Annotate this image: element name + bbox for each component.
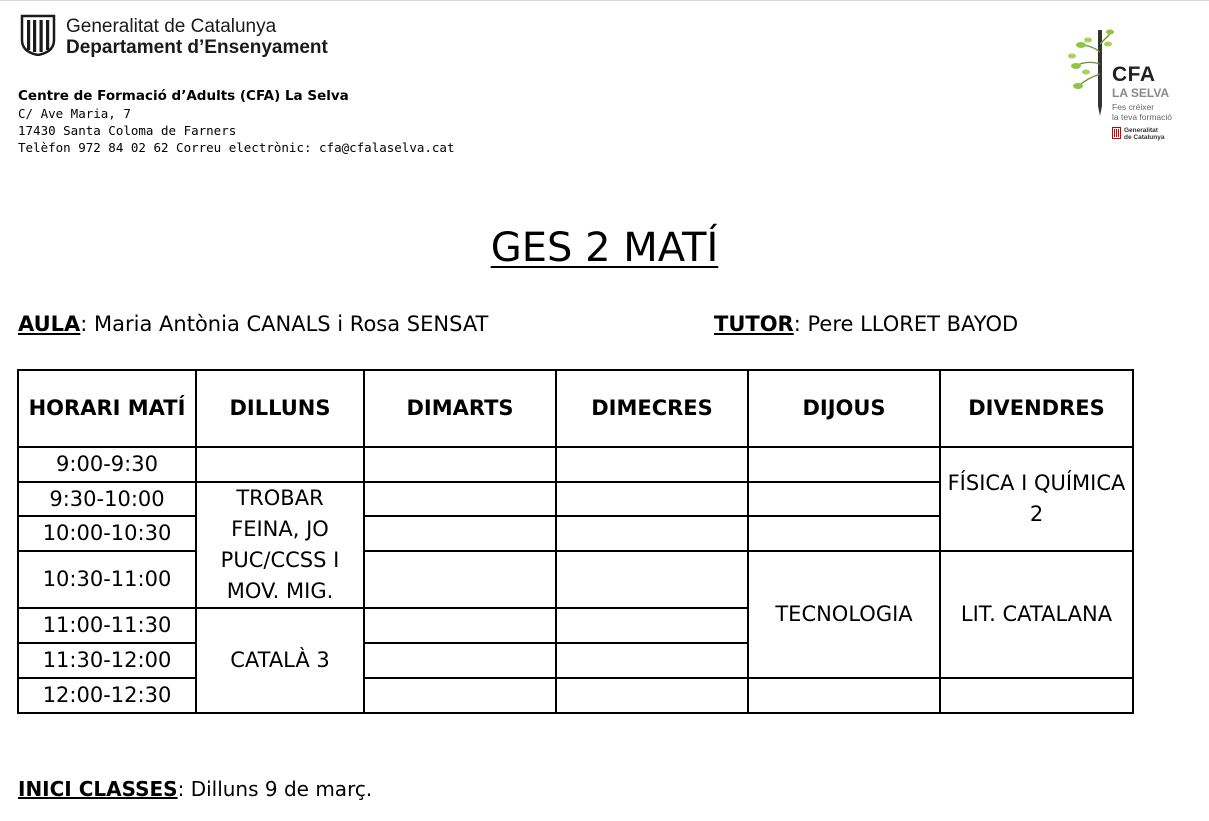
empty-cell xyxy=(556,516,748,551)
empty-cell xyxy=(940,678,1133,713)
cfa-gen-line-1: Generalitat xyxy=(1124,127,1158,134)
cfa-generalitat-text xyxy=(1124,127,1164,141)
empty-cell xyxy=(364,551,556,608)
centre-street: C/ Ave Maria, 7 xyxy=(18,106,131,121)
table-row xyxy=(18,551,1133,608)
centre-contact: Telèfon 972 84 02 62 Correu electrònic: cfa@cfalaselva.cat xyxy=(18,140,455,155)
generalitat-logo xyxy=(20,14,56,56)
organization-name: Generalitat de Catalunya xyxy=(66,16,277,37)
time-cell: 10:00-10:30 xyxy=(18,516,196,551)
time-cell: 11:30-12:00 xyxy=(18,643,196,678)
cfa-gen-line-2: de Catalunya xyxy=(1124,134,1165,141)
header-dilluns: DILLUNS xyxy=(196,370,364,447)
start-classes-label: INICI CLASSES xyxy=(18,777,178,801)
tutor-value: : Pere LLORET BAYOD xyxy=(793,312,1019,336)
time-cell: 11:00-11:30 xyxy=(18,608,196,643)
header-dimecres: DIMECRES xyxy=(556,370,748,447)
empty-cell xyxy=(556,643,748,678)
centre-name: Centre de Formació d’Adults (CFA) La Selva xyxy=(18,88,349,104)
empty-cell xyxy=(556,482,748,516)
empty-cell xyxy=(748,678,940,713)
time-cell: 12:00-12:30 xyxy=(18,678,196,713)
empty-cell xyxy=(748,482,940,516)
table-header-row xyxy=(18,370,1133,447)
table-row xyxy=(18,447,1133,482)
table-row xyxy=(18,678,1133,713)
subject-catala-3: CATALÀ 3 xyxy=(196,608,364,713)
cfa-generalitat-icon xyxy=(1112,127,1121,139)
empty-cell xyxy=(556,608,748,643)
document-title xyxy=(0,220,1209,276)
cfa-tree-pencil-logo xyxy=(1064,24,1114,120)
cfa-logo-title: CFA xyxy=(1112,63,1156,86)
centre-city: 17430 Santa Coloma de Farners xyxy=(18,123,237,138)
aula-label: AULA xyxy=(18,312,81,336)
header-divendres: DIVENDRES xyxy=(940,370,1133,447)
cfa-logo-subtitle: LA SELVA xyxy=(1112,86,1170,100)
cfa-tagline-2: la teva formació xyxy=(1112,112,1172,122)
empty-cell xyxy=(364,516,556,551)
time-cell: 9:30-10:00 xyxy=(18,482,196,516)
empty-cell xyxy=(364,447,556,482)
empty-cell xyxy=(364,643,556,678)
empty-cell xyxy=(196,447,364,482)
empty-cell xyxy=(556,678,748,713)
empty-cell xyxy=(556,551,748,608)
subject-tecnologia: TECNOLOGIA xyxy=(748,551,940,678)
aula-info xyxy=(18,310,488,338)
empty-cell xyxy=(364,608,556,643)
empty-cell xyxy=(748,516,940,551)
empty-cell xyxy=(556,447,748,482)
document-title-text: GES 2 MATÍ xyxy=(490,225,719,271)
time-cell: 10:30-11:00 xyxy=(18,551,196,608)
header-dimarts: DIMARTS xyxy=(364,370,556,447)
subject-lit-catalana: LIT. CATALANA xyxy=(940,551,1133,678)
header-dijous: DIJOUS xyxy=(748,370,940,447)
empty-cell xyxy=(364,678,556,713)
department-name: Departament d’Ensenyament xyxy=(66,37,328,58)
start-classes xyxy=(18,775,372,803)
schedule-table xyxy=(17,369,1134,714)
time-cell: 9:00-9:30 xyxy=(18,447,196,482)
top-border xyxy=(0,0,1209,1)
aula-value: : Maria Antònia CANALS i Rosa SENSAT xyxy=(80,312,489,336)
start-classes-value: : Dilluns 9 de març. xyxy=(177,777,373,801)
subject-trobar-feina: TROBAR FEINA, JO PUC/CCSS I MOV. MIG. xyxy=(196,482,364,608)
empty-cell xyxy=(364,482,556,516)
empty-cell xyxy=(748,447,940,482)
tutor-label: TUTOR xyxy=(714,312,794,336)
cfa-tagline-1: Fes créixer xyxy=(1112,102,1155,112)
header-horari: HORARI MATÍ xyxy=(18,370,196,447)
subject-fisica-quimica: FÍSICA I QUÍMICA 2 xyxy=(940,447,1133,551)
tutor-info xyxy=(714,310,1018,338)
cfa-logo-tagline xyxy=(1112,102,1172,122)
